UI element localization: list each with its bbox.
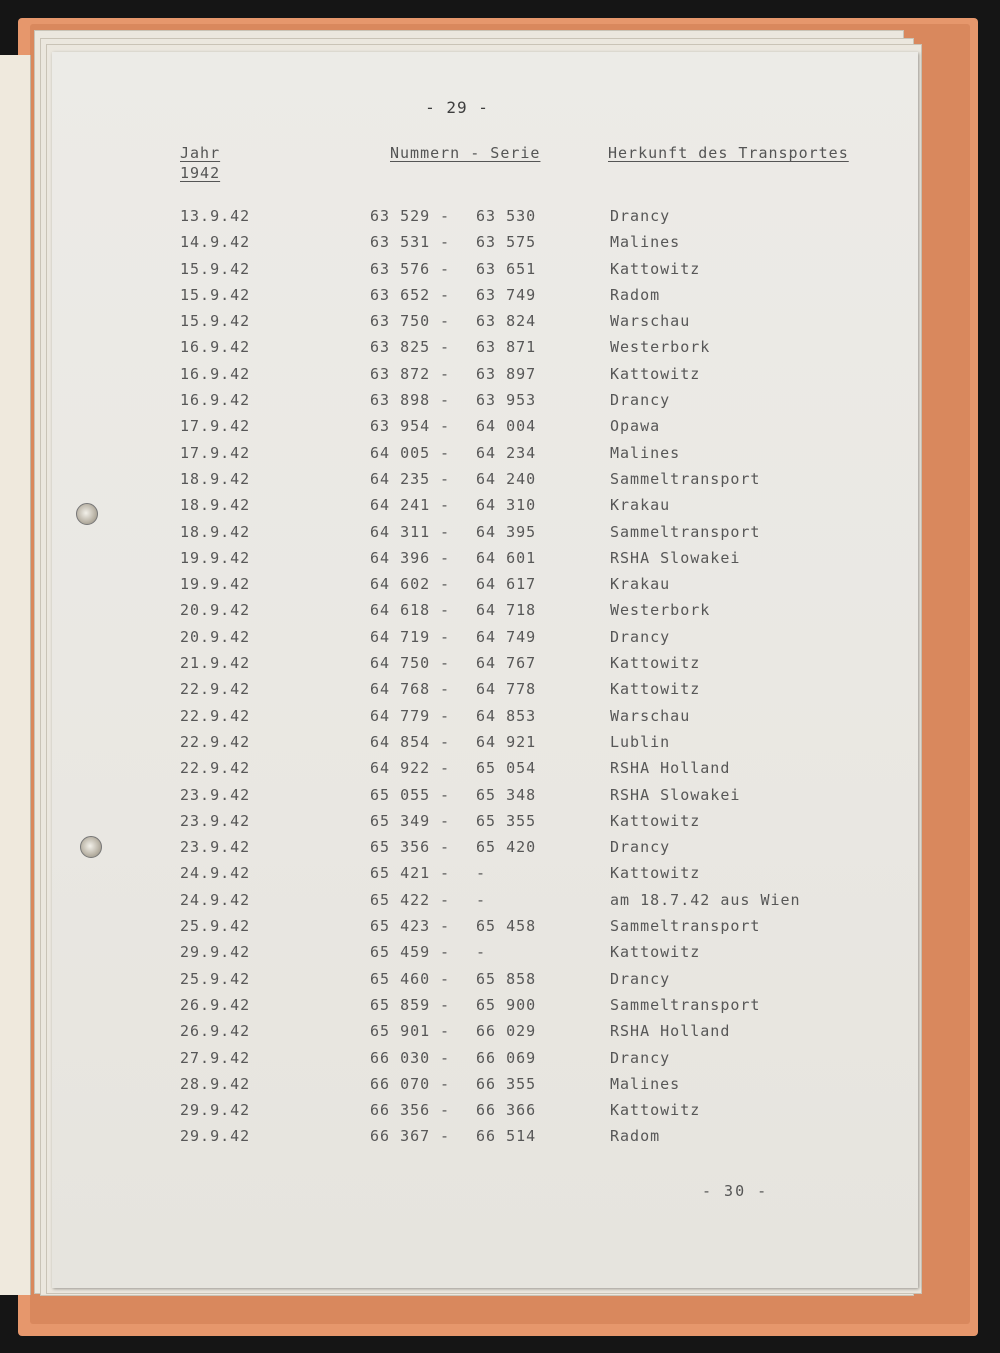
row-origin: Westerbork <box>610 601 711 620</box>
row-range-dash: - <box>440 995 451 1014</box>
row-origin: Radom <box>610 1127 661 1146</box>
row-range-dash: - <box>440 1127 451 1146</box>
row-origin: Radom <box>610 285 661 304</box>
row-range-dash: - <box>440 496 451 515</box>
row-number-from: 63 898 <box>370 391 431 410</box>
row-origin: Kattowitz <box>610 864 701 883</box>
row-number-to: 66 366 <box>476 1101 537 1120</box>
row-range-dash: - <box>440 706 451 725</box>
row-origin: RSHA Slowakei <box>610 548 741 567</box>
row-range-dash: - <box>440 338 451 357</box>
table-row <box>52 914 918 940</box>
row-number-from: 63 825 <box>370 338 431 357</box>
row-date: 25.9.42 <box>180 917 251 936</box>
row-number-to: 66 069 <box>476 1048 537 1067</box>
row-range-dash: - <box>440 811 451 830</box>
row-origin: Warschau <box>610 312 691 331</box>
row-number-from: 63 529 <box>370 207 431 225</box>
row-range-dash: - <box>440 917 451 936</box>
row-origin: Sammeltransport <box>610 995 761 1014</box>
row-origin: Westerbork <box>610 338 711 357</box>
row-number-to: 64 240 <box>476 469 537 488</box>
table-row <box>52 309 918 335</box>
row-number-to: 63 824 <box>476 312 537 331</box>
row-range-dash: - <box>440 601 451 620</box>
row-number-to: 64 767 <box>476 654 537 673</box>
row-origin: Drancy <box>610 391 671 410</box>
row-origin: RSHA Holland <box>610 759 731 778</box>
row-origin: Drancy <box>610 1048 671 1067</box>
row-range-dash: - <box>440 259 451 278</box>
row-date: 17.9.42 <box>180 417 251 436</box>
row-range-dash: - <box>440 1048 451 1067</box>
row-range-dash: - <box>440 1074 451 1093</box>
table-row <box>52 546 918 572</box>
row-number-to: 64 778 <box>476 680 537 699</box>
row-number-from: 65 422 <box>370 890 431 909</box>
row-origin: Sammeltransport <box>610 522 761 541</box>
row-number-from: 64 719 <box>370 627 431 646</box>
row-date: 15.9.42 <box>180 259 251 278</box>
row-date: 15.9.42 <box>180 285 251 304</box>
row-number-from: 64 768 <box>370 680 431 699</box>
row-number-from: 65 423 <box>370 917 431 936</box>
table-row <box>52 441 918 467</box>
table-row <box>52 230 918 256</box>
row-date: 22.9.42 <box>180 706 251 725</box>
row-date: 21.9.42 <box>180 654 251 673</box>
row-number-to: 63 897 <box>476 364 537 383</box>
row-number-from: 63 531 <box>370 233 431 252</box>
row-number-from: 66 070 <box>370 1074 431 1093</box>
row-number-to: - <box>476 864 487 883</box>
row-date: 23.9.42 <box>180 811 251 830</box>
row-origin: Kattowitz <box>610 943 701 962</box>
header-origin: Herkunft des Transportes <box>608 144 849 162</box>
row-range-dash: - <box>440 969 451 988</box>
row-number-from: 64 750 <box>370 654 431 673</box>
row-number-from: 64 396 <box>370 548 431 567</box>
row-origin: Warschau <box>610 706 691 725</box>
row-number-to: 65 900 <box>476 995 537 1014</box>
row-range-dash: - <box>440 575 451 594</box>
row-number-from: 66 030 <box>370 1048 431 1067</box>
row-date: 14.9.42 <box>180 233 251 252</box>
row-number-from: 65 349 <box>370 811 431 830</box>
table-row <box>52 756 918 782</box>
row-number-to: 65 355 <box>476 811 537 830</box>
row-range-dash: - <box>440 838 451 857</box>
row-number-to: 64 718 <box>476 601 537 620</box>
row-origin: Kattowitz <box>610 1101 701 1120</box>
row-origin: Lublin <box>610 732 671 751</box>
row-range-dash: - <box>440 233 451 252</box>
table-row <box>52 730 918 756</box>
row-number-to: 66 514 <box>476 1127 537 1146</box>
row-number-from: 64 854 <box>370 732 431 751</box>
row-number-to: 63 575 <box>476 233 537 252</box>
table-row <box>52 467 918 493</box>
header-year-value: 1942 <box>180 164 221 182</box>
row-date: 19.9.42 <box>180 575 251 594</box>
table-row <box>52 625 918 651</box>
row-number-from: 63 750 <box>370 312 431 331</box>
row-number-to: 66 029 <box>476 1022 537 1041</box>
row-number-from: 63 954 <box>370 417 431 436</box>
row-range-dash: - <box>440 417 451 436</box>
row-range-dash: - <box>440 443 451 462</box>
row-number-from: 66 367 <box>370 1127 431 1146</box>
table-row <box>52 362 918 388</box>
table-row <box>52 861 918 887</box>
row-date: 25.9.42 <box>180 969 251 988</box>
table-row <box>52 388 918 414</box>
row-date: 22.9.42 <box>180 759 251 778</box>
row-range-dash: - <box>440 207 451 225</box>
row-number-from: 63 872 <box>370 364 431 383</box>
row-date: 29.9.42 <box>180 1127 251 1146</box>
row-date: 19.9.42 <box>180 548 251 567</box>
row-number-from: 64 618 <box>370 601 431 620</box>
row-number-to: 63 953 <box>476 391 537 410</box>
row-range-dash: - <box>440 312 451 331</box>
row-origin: Sammeltransport <box>610 469 761 488</box>
row-origin: Kattowitz <box>610 654 701 673</box>
row-range-dash: - <box>440 732 451 751</box>
row-number-from: 63 576 <box>370 259 431 278</box>
table-row <box>52 414 918 440</box>
row-number-from: 65 460 <box>370 969 431 988</box>
row-number-to: 63 651 <box>476 259 537 278</box>
row-origin: RSHA Slowakei <box>610 785 741 804</box>
row-number-to: 63 871 <box>476 338 537 357</box>
table-row <box>52 835 918 861</box>
row-number-to: 64 004 <box>476 417 537 436</box>
row-date: 16.9.42 <box>180 364 251 383</box>
header-year <box>180 144 220 182</box>
table-row <box>52 888 918 914</box>
row-date: 18.9.42 <box>180 522 251 541</box>
header-year-label: Jahr <box>180 144 221 162</box>
row-number-to: 64 601 <box>476 548 537 567</box>
transport-table <box>52 204 918 1151</box>
next-page-number: - 30 - <box>702 1182 769 1200</box>
row-origin: Drancy <box>610 838 671 857</box>
row-date: 23.9.42 <box>180 838 251 857</box>
row-range-dash: - <box>440 391 451 410</box>
row-number-from: 63 652 <box>370 285 431 304</box>
table-row <box>52 783 918 809</box>
row-origin: Kattowitz <box>610 364 701 383</box>
row-number-to: 63 530 <box>476 207 537 225</box>
row-number-from: 65 055 <box>370 785 431 804</box>
table-row <box>52 1072 918 1098</box>
row-date: 29.9.42 <box>180 943 251 962</box>
row-origin: Drancy <box>610 969 671 988</box>
header-numbers: Nummern - Serie <box>390 144 541 162</box>
row-origin: RSHA Holland <box>610 1022 731 1041</box>
table-row <box>52 283 918 309</box>
row-date: 22.9.42 <box>180 732 251 751</box>
row-date: 20.9.42 <box>180 601 251 620</box>
table-row <box>52 1124 918 1150</box>
row-number-to: 65 858 <box>476 969 537 988</box>
row-number-to: 66 355 <box>476 1074 537 1093</box>
row-origin: Kattowitz <box>610 811 701 830</box>
row-date: 18.9.42 <box>180 469 251 488</box>
row-date: 26.9.42 <box>180 1022 251 1041</box>
table-row <box>52 598 918 624</box>
row-number-to: 65 348 <box>476 785 537 804</box>
row-date: 22.9.42 <box>180 680 251 699</box>
row-date: 28.9.42 <box>180 1074 251 1093</box>
row-number-to: 63 749 <box>476 285 537 304</box>
row-origin: Malines <box>610 443 681 462</box>
row-range-dash: - <box>440 627 451 646</box>
row-date: 16.9.42 <box>180 391 251 410</box>
row-number-from: 65 459 <box>370 943 431 962</box>
table-row <box>52 493 918 519</box>
row-range-dash: - <box>440 890 451 909</box>
row-date: 18.9.42 <box>180 496 251 515</box>
row-range-dash: - <box>440 469 451 488</box>
row-number-to: 64 310 <box>476 496 537 515</box>
row-range-dash: - <box>440 522 451 541</box>
row-number-from: 64 922 <box>370 759 431 778</box>
row-origin: Krakau <box>610 575 671 594</box>
row-date: 27.9.42 <box>180 1048 251 1067</box>
row-number-from: 65 356 <box>370 838 431 857</box>
row-number-to: 65 420 <box>476 838 537 857</box>
page-number: - 29 - <box>425 98 489 117</box>
row-range-dash: - <box>440 654 451 673</box>
row-range-dash: - <box>440 548 451 567</box>
row-number-to: 64 921 <box>476 732 537 751</box>
row-origin: Drancy <box>610 627 671 646</box>
table-row <box>52 1046 918 1072</box>
row-date: 24.9.42 <box>180 864 251 883</box>
row-number-to: 64 853 <box>476 706 537 725</box>
row-origin: Kattowitz <box>610 259 701 278</box>
row-number-to: - <box>476 890 487 909</box>
table-row <box>52 704 918 730</box>
row-number-to: 64 617 <box>476 575 537 594</box>
row-range-dash: - <box>440 364 451 383</box>
table-row <box>52 572 918 598</box>
row-number-from: 66 356 <box>370 1101 431 1120</box>
table-row <box>52 809 918 835</box>
row-origin: Krakau <box>610 496 671 515</box>
row-date: 17.9.42 <box>180 443 251 462</box>
table-row <box>52 335 918 361</box>
row-number-from: 64 235 <box>370 469 431 488</box>
row-number-from: 65 859 <box>370 995 431 1014</box>
row-range-dash: - <box>440 864 451 883</box>
table-row <box>52 257 918 283</box>
row-number-from: 64 779 <box>370 706 431 725</box>
row-origin: Kattowitz <box>610 680 701 699</box>
row-origin: Opawa <box>610 417 661 436</box>
row-number-from: 64 241 <box>370 496 431 515</box>
row-range-dash: - <box>440 1022 451 1041</box>
table-row <box>52 1019 918 1045</box>
row-range-dash: - <box>440 759 451 778</box>
row-number-to: 64 234 <box>476 443 537 462</box>
row-number-to: 64 395 <box>476 522 537 541</box>
table-row <box>52 940 918 966</box>
row-number-to: 65 054 <box>476 759 537 778</box>
row-origin: Drancy <box>610 207 671 225</box>
row-origin: Malines <box>610 233 681 252</box>
row-date: 15.9.42 <box>180 312 251 331</box>
table-row <box>52 677 918 703</box>
table-row <box>52 651 918 677</box>
row-number-from: 64 005 <box>370 443 431 462</box>
table-row <box>52 1098 918 1124</box>
row-number-from: 64 602 <box>370 575 431 594</box>
row-range-dash: - <box>440 285 451 304</box>
row-range-dash: - <box>440 1101 451 1120</box>
row-date: 26.9.42 <box>180 995 251 1014</box>
row-date: 20.9.42 <box>180 627 251 646</box>
row-date: 29.9.42 <box>180 1101 251 1120</box>
row-number-to: 65 458 <box>476 917 537 936</box>
left-page-edge <box>0 55 31 1295</box>
table-row <box>52 967 918 993</box>
row-date: 23.9.42 <box>180 785 251 804</box>
document-page <box>52 52 918 1288</box>
row-number-from: 65 901 <box>370 1022 431 1041</box>
table-row <box>52 993 918 1019</box>
row-origin: Malines <box>610 1074 681 1093</box>
row-number-from: 65 421 <box>370 864 431 883</box>
row-origin: am 18.7.42 aus Wien <box>610 890 801 909</box>
row-number-to: 64 749 <box>476 627 537 646</box>
row-number-to: - <box>476 943 487 962</box>
row-range-dash: - <box>440 680 451 699</box>
table-row <box>52 520 918 546</box>
table-row <box>52 204 918 230</box>
row-date: 24.9.42 <box>180 890 251 909</box>
row-date: 16.9.42 <box>180 338 251 357</box>
row-number-from: 64 311 <box>370 522 431 541</box>
row-date: 13.9.42 <box>180 207 251 225</box>
row-range-dash: - <box>440 943 451 962</box>
row-origin: Sammeltransport <box>610 917 761 936</box>
row-range-dash: - <box>440 785 451 804</box>
